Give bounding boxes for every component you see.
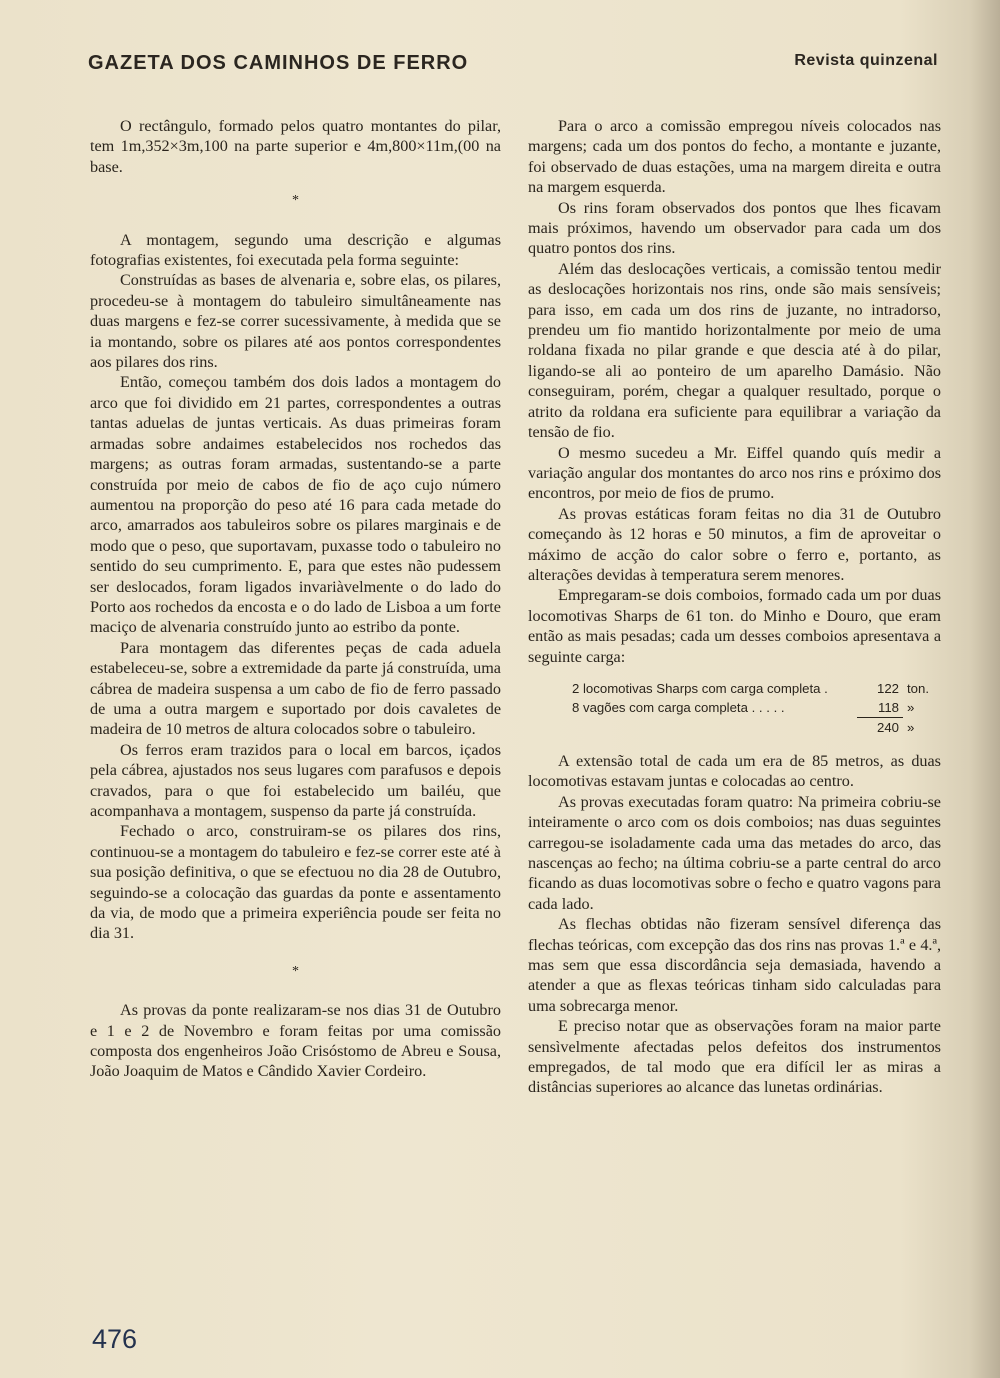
load-unit: ton. (907, 680, 930, 696)
right-column (528, 116, 941, 1098)
paragraph: O mesmo sucedeu a Mr. Eiffel quando quís medir a variação angular dos montantes do arco nos rins e próximo dos encontros, por meio de fios de prumo. (528, 443, 941, 503)
load-value: 122 (877, 680, 900, 696)
section-separator: * (292, 963, 299, 979)
paragraph: Para o arco a comissão empregou níveis colocados nas margens; cada um dos pontos do fecho, a montante e juzante, foi observado de duas estações, uma na margem direita e outra na margem esquerda. (528, 117, 941, 197)
paragraph: Empregaram-se dois comboios, formado cada um por duas locomotivas Sharps de 61 ton. do Minho e Douro, que eram então as mais pesadas; cada um desses comboios apresentava a seguinte carga: (528, 586, 941, 666)
paragraph: E preciso notar que as observações foram na maior parte sensìvelmente afectadas pelos defeitos dos instrumentos empregados, de tal modo que era difícil ler as miras a distâncias superiores ao alcance das lunetas ordinárias. (528, 1017, 941, 1097)
load-description (568, 717, 857, 737)
load-table (568, 679, 941, 737)
left-column (90, 116, 501, 1082)
paragraph: A montagem, segundo uma descrição e algumas fotografias existentes, foi executada pela forma seguinte: (90, 230, 501, 270)
paragraph: Além das deslocações verticais, a comissão tentou medir as deslocações horizontais nos rins, onde são mais sensíveis; para isso, em cada um dos rins de juzante, no intradorso, prendeu um fio mantido horizontalmente por meio de uma roldana fixada no pilar grande e que descia até à do pilar, ligando-se ali ao ponteiro de um aparelho Damásio. Não conseguiram, porém, chegar a qualquer resultado, porque o atrito da roldana era suficiente para equilibrar a variação da tensão de fio. (528, 259, 941, 442)
load-unit: » (907, 700, 915, 716)
table-row (568, 698, 941, 718)
paragraph: Construídas as bases de alvenaria e, sobre elas, os pilares, procedeu-se à montagem do tabuleiro simultâneamente nas duas margens e fez-se correr sucessivamente, à medida que se ia montando, sobre os pilares até aos pontos correspondentes aos pilares dos rins. (90, 271, 501, 372)
paragraph: Então, começou também dos dois lados a montagem do arco que foi dividido em 21 partes, correspondentes a outras tantas aduelas de juntas verticais. As duas primeiras foram armadas sobre andaimes estabelecidos nos rochedos das margens; as outras foram armadas, sustentando-se a parte construída por meio de cabos de fio de aço cujo número aumentou na proporção do peso até 16 para cada metade do arco, amarrados aos tabuleiros sobre os pilares marginais e de modo que o peso, que suportavam, puxasse todo o tabuleiro no sentido do seu cumprimento. E, para que estes não pudessem ser deslocados, foram ligados invariàvelmente o do lado do Porto aos rochedos da encosta e o do lado de Lisboa a um forte maciço de alvenaria construído junto ao estribo da ponte. (90, 373, 501, 637)
paragraph: As provas da ponte realizaram-se nos dias 31 de Outubro e 1 e 2 de Novembro e foram feitas por uma comissão composta dos engenheiros João Crisóstomo de Abreu e Sousa, João Joaquim de Matos e Cândido Xavier Cordeiro. (90, 1001, 501, 1081)
load-description: 2 locomotivas Sharps com carga completa . (572, 680, 828, 696)
paragraph: A extensão total de cada um era de 85 metros, as duas locomotivas estavam juntas e colocadas ao centro. (528, 751, 941, 791)
journal-subtitle: Revista quinzenal (794, 52, 938, 69)
load-unit: » (907, 719, 915, 735)
section-separator: * (292, 193, 299, 209)
paragraph: As provas estáticas foram feitas no dia 31 de Outubro começando às 12 horas e 50 minutos, a fim de aproveitar o máximo de acção do calor sobre o ferro e, portanto, as alterações devidas à temperatura serem menores. (528, 504, 941, 584)
load-value: 118 (857, 698, 903, 718)
paragraph: As flechas obtidas não fizeram sensível diferença das flechas teóricas, com excepção das dos rins nas provas 1.ª e 4.ª, mas sem que essa discordância seja demasiada, havendo a atender a que as flexas teóricas tinham sido calculadas para uma sobrecarga menor. (528, 915, 941, 1015)
journal-title: GAZETA DOS CAMINHOS DE FERRO (88, 52, 469, 74)
table-row (568, 717, 941, 737)
page-number: 476 (92, 1324, 138, 1354)
paragraph: Para montagem das diferentes peças de cada aduela estabeleceu-se, sobre a extremidade da parte já construída, uma cábrea de madeira suspensa a um cabo de fio de ferro passado de uma a outra margem e suportado por dois cavaletes de madeira de 10 metros de altura colocados sobre o tabuleiro. (90, 638, 501, 739)
paragraph: Fechado o arco, construiram-se os pilares dos rins, continuou-se a montagem do tabuleiro e fez-se correr este até à sua posição definitiva, o que se efectuou no dia 28 de Outubro, seguindo-se a colocação das guardas da ponte e assentamento da via, de modo que a primeira experiência poude ser feita no dia 31. (90, 822, 501, 943)
paragraph: As provas executadas foram quatro: Na primeira cobriu-se inteiramente o arco com os dois comboios; nas duas seguintes carregou-se isoladamente cada uma das metades do arco, das nascenças ao fecho; na última cobriu-se a parte central do arco ficando as duas locomotivas sobre o fecho e quatro vagons para cada lado. (528, 792, 941, 913)
paragraph: Os ferros eram trazidos para o local em barcos, içados pela cábrea, ajustados nos seus lugares com parafusos e depois cravados, para o que foi estabelecido um bailéu, que acompanhava a montagem, suspenso da parte já construída. (90, 740, 501, 820)
table-row (568, 679, 941, 698)
load-description: 8 vagões com carga completa . . . . . (572, 700, 785, 716)
page-header (88, 52, 938, 82)
paragraph: Os rins foram observados dos pontos que lhes ficavam mais próximos, havendo um observador para cada um dos quatro pontos dos rins. (528, 198, 941, 258)
load-total: 240 (877, 719, 900, 735)
paragraph: O rectângulo, formado pelos quatro montantes do pilar, tem 1m,352×3m,100 na parte superior e 4m,800×11m,(00 na base. (90, 117, 501, 176)
